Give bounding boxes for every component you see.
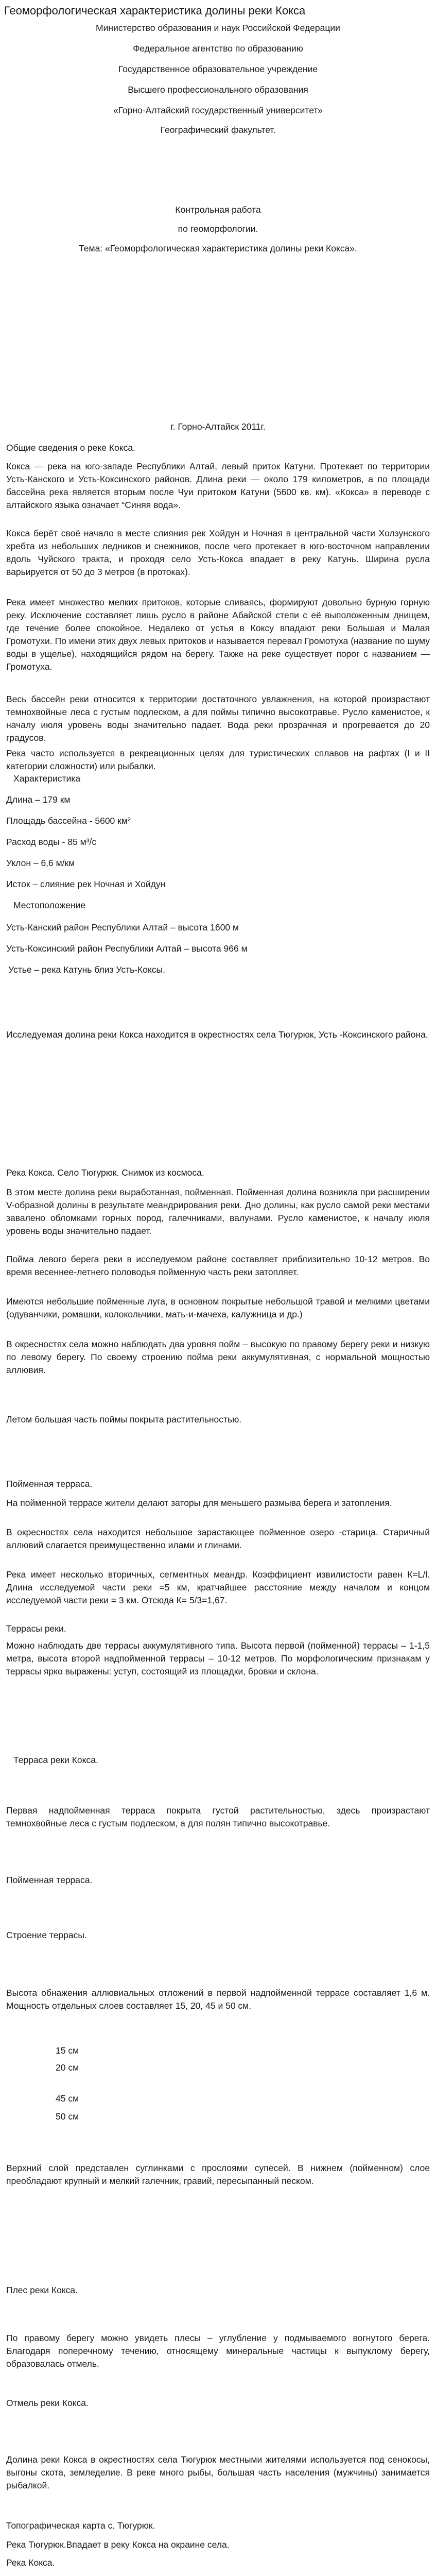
caption-koksa-river: Река Кокса. [6,2557,55,2568]
general-info-heading: Общие сведения о реке Кокса. [6,443,135,453]
paragraph-economy: Долина реки Кокса в окрестностях села Тюгурюк местными жителями используется под сенокосы, выгоны скота, земледелие. В реке много рыбы, большая часть населения (мужчины) занимается рыбалкой. [6,2454,430,2490]
paragraph-left-bank: Пойма левого берега реки в исследуемом районе составляет приблизительно 10-12 метров. Во время весеннее-летнего половодья пойменную часть реки затопляет. [6,1254,430,1277]
work-type: Контрольная работа [175,205,261,215]
paragraph-meadows: Имеются небольшие пойменные луга, в основном покрытые небольшой травой и мелкими цветами (одуванчики, ромашки, колокольчики, мать-и-мачеха, калужница и др.) [6,1296,430,1319]
caption-summer: Летом большая часть поймы покрыта растительностью. [6,1414,242,1425]
header-line-3: Государственное образовательное учреждение [118,64,318,74]
caption-shoal: Отмель реки Кокса. [6,2398,89,2408]
loc-mouth: Устье – река Катунь близ Усть-Коксы. [8,964,166,975]
header-line-2: Федеральное агентство по образованию [133,43,303,54]
layer-50: 50 см [56,2111,79,2122]
paragraph-studied-valley: Исследуемая долина реки Кокса находится в окрестностях села Тюгурюк, Усть -Коксинского района. [6,1029,428,1040]
paragraph-meander: Река имеет несколько вторичных, сегментных меандр. Коэффициент извилистости равен К=L/l. Длина исследуемой части реки =5 км, кратчайшее расстояние между началом и концом исследуемой части реки = 3 км. Отсюда К= 5/3=1,67. [6,1569,430,1605]
layer-15: 15 см [56,2045,79,2056]
paragraph-floodplain: В этом месте долина реки выработанная, пойменная. Пойменная долина возникла при расширении V-образной долины в результате меандрирования реки. Дно долины, как русло самой реки местами завалено обломками горных пород, галечниками, валунами. Русло каменистое, к началу июля уровень воды значительно падает. [6,1187,430,1236]
paragraph-alluvium: Высота обнажения аллювиальных отложений в первой надпойменной террасе составляет 1,6 м. Мощность отдельных слоев составляет 15, 20, 45 и 50 см. [6,1988,430,2011]
paragraph-tributaries: Река имеет множество мелких притоков, которые сливаясь, формируют довольно бурную горную реку. Исключение составляет лишь русло в районе Абайской степи с её выположенным днищем, где течение более спокойное. Недалеко от устья в Коксу впадают реки Большая и Малая Громотухи. По имени этих двух левых притоков и называется перевал Громотуха (название по шуму воды в ущелье), находящийся рядом на берегу. Также на реке существует порог с названием — Громотуха. [6,597,430,672]
document-title: Геоморфологическая характеристика долины реки Кокса [4,4,306,17]
paragraph-intro: Кокса — река на юго-западе Республики Алтай, левый приток Катуни. Протекает по территории Усть-Канского и Усть-Коксинского районов. Длина реки — около 179 километров, а по площади бассейна река является вторым после Чуи притоком Катуни (5600 кв. км). «Кокса» в переводе с алтайского языка означает “Синяя вода». [6,461,430,510]
characteristics-heading: Характеристика [13,773,81,784]
char-length: Длина – 179 км [6,794,71,805]
loc-ust-kan: Усть-Канский район Республики Алтай – высота 1600 м [6,922,239,933]
heading-terraces: Террасы реки. [6,1623,66,1634]
layer-45: 45 см [56,2093,79,2104]
header-line-1: Министерство образования и наук Российской Федерации [96,23,340,33]
paragraph-terrace-use: На пойменной террасе жители делают заторы для меньшего размыва берега и затопления. [6,1498,392,1508]
caption-terrace-koksa: Терраса реки Кокса. [13,1755,98,1765]
char-discharge: Расход воды - 85 м³/с [6,837,97,847]
caption-floodplain-terrace-2: Пойменная терраса. [6,1875,93,1885]
layer-20: 20 см [56,2062,79,2073]
caption-floodplain-terrace: Пойменная терраса. [6,1479,93,1489]
header-line-4: Высшего профессионального образования [128,84,308,95]
city-year: г. Горно-Алтайск 2011г. [170,421,266,432]
paragraph-rafting: Река часто используется в рекреационных целях для туристических сплавов на рафтах (I и II категории сложности) или рыбалки. [6,748,430,771]
paragraph-source: Кокса берёт своё начало в месте слияния рек Хойдун и Ночная в центральной части Холзунского хребта из небольших ледников и снежников, после чего протекает в юго-восточном направлении вдоль Чуйского тракта, и проходя село Усть-Кокса впадает в реку Катунь. Ширина русла варьируется от 50 до 3 метров (в протоках). [6,528,430,577]
paragraph-first-terrace: Первая надпойменная терраса покрыта густой растительностью, здесь произрастают темнохвойные леса с густым подлеском, а для полян типично высокотравье. [6,1805,430,1828]
loc-ust-koksa: Усть-Коксинский район Республики Алтай – высота 966 м [6,943,248,954]
caption-space-image: Река Кокса. Село Тюгурюк. Снимок из космоса. [6,1167,204,1178]
header-line-6: Географический факультет. [160,125,276,135]
paragraph-oxbow: В окресностях села находится небольшое зарастающее пойменное озеро -старица. Старичный аллювий слагается преимущественно илами и глинами. [6,1527,430,1550]
caption-tyuguryuk-river: Река Тюгурюк.Впадает в реку Кокса на окраине села. [6,2539,230,2550]
caption-ples: Плес реки Кокса. [6,2285,78,2295]
caption-terrace-structure: Строение террасы. [6,1930,87,1940]
header-line-5: «Горно-Алтайский государственный университет» [113,105,323,115]
paragraph-basin: Весь бассейн реки относится к территории достаточного увлажнения, на которой произрастают темнохвойные леса с густым подлеском, а для поймы типично высокотравье. Русло каменистое, к началу июля уровень воды значительно падает. Вода реки прозрачная и прогревается до 20 градусов. [6,694,430,743]
work-subject: по геоморфологии. [178,224,258,234]
paragraph-ples: По правому берегу можно увидеть плесы – углубление у подмываемого вогнутого берега. Благодаря поперечному течению, относящему минеральные частицы к выпуклому берегу, образовалась отмель. [6,2333,430,2369]
char-source: Исток – слияние рек Ночная и Хойдун [6,879,166,889]
caption-topo-map: Топографическая карта с. Тюгурюк. [6,2520,155,2531]
location-heading: Местоположение [13,900,86,910]
paragraph-top-layer: Верхний слой представлен суглинками с прослоями супесей. В нижнем (пойменном) слое преобладают крупный и мелкий галечник, гравий, пересыпанный песком. [6,2163,430,2186]
char-basin-area: Площадь бассейна - 5600 км² [6,816,131,826]
work-topic: Тема: «Геоморфологическая характеристика долины реки Кокса». [79,243,357,253]
char-slope: Уклон – 6,6 м/км [6,858,75,868]
paragraph-terraces: Можно наблюдать две террасы аккумулятивного типа. Высота первой (пойменной) террасы – 1-1,5 метра, высота второй надпойменной террасы – 10-12 метров. По морфологическим признакам у террасы ярко выражены: уступ, состоящий из площадки, бровки и склона. [6,1640,430,1676]
paragraph-levels: В окресностях села можно наблюдать два уровня пойм – высокую по правому берегу реки и низкую по левому берегу. По своему строению пойма реки аккумулятивная, с нормальной мощностью аллювия. [6,1339,430,1375]
